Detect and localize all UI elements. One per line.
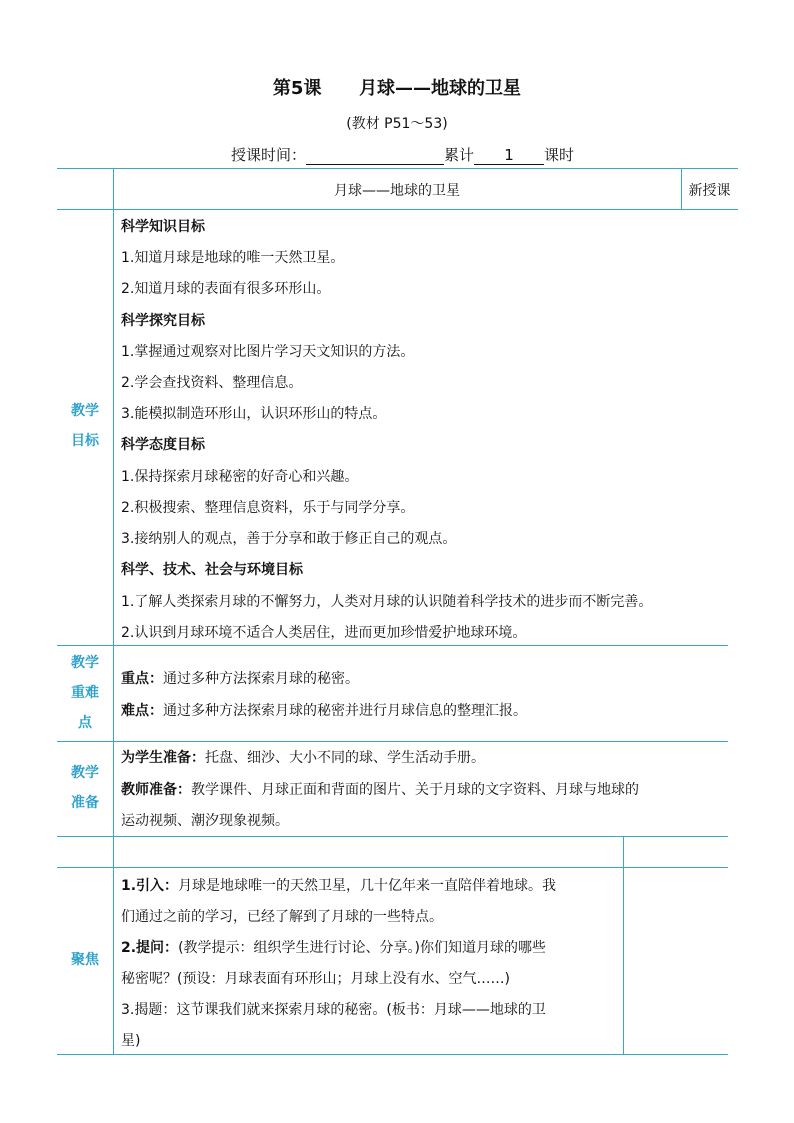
rule: [57, 836, 728, 837]
difficulty-point: 难点：通过多种方法探索月球的秘密并进行月球信息的整理汇报。: [121, 703, 527, 719]
goal-item: 1.掌握通过观察对比图片学习天文知识的方法。: [121, 344, 415, 360]
focus-item: 3.揭题：这节课我们就来探索月球的秘密。(板书：月球——地球的卫: [121, 1002, 546, 1018]
focus-item-cont: 们通过之前的学习，已经了解到了月球的一些特点。: [121, 909, 443, 925]
column-divider: [113, 168, 114, 1054]
topic-cell: 月球——地球的卫星: [334, 183, 460, 199]
textbook-reference: (教材 P51～53): [346, 116, 448, 132]
goal-item: 3.能模拟制造环形山，认识环形山的特点。: [121, 406, 387, 422]
goals-heading: 科学、技术、社会与环境目标: [121, 562, 303, 578]
focus-item-cont: 秘密呢？(预设：月球表面有环形山；月球上没有水、空气……): [121, 971, 510, 987]
goal-item: 2.积极搜索、整理信息资料，乐于与同学分享。: [121, 500, 415, 516]
unit-label: 课时: [544, 146, 575, 164]
rule: [57, 867, 728, 868]
focus-label: 聚焦: [71, 952, 99, 968]
rule: [57, 168, 738, 169]
rule: [57, 741, 728, 742]
time-label: 授课时间：: [231, 146, 307, 164]
lesson-title: [0, 74, 794, 100]
column-divider: [623, 836, 624, 1054]
goal-item: 1.了解人类探索月球的不懈努力，人类对月球的认识随着科学技术的进步而不断完善。: [121, 594, 653, 610]
goal-item: 2.知道月球的表面有很多环形山。: [121, 281, 331, 297]
preparation-label: 教学 准备: [71, 765, 99, 811]
focus-item: 2.提问：(教学提示：组织学生进行讨论、分享。)你们知道月球的哪些: [121, 940, 546, 956]
goals-heading: 科学知识目标: [121, 219, 205, 235]
teacher-preparation-cont: 运动视频、潮汐现象视频。: [121, 813, 289, 829]
focus-item-cont: 星): [121, 1033, 141, 1049]
goals-heading: 科学探究目标: [121, 313, 205, 329]
goals-heading: 科学态度目标: [121, 437, 205, 453]
goal-item: 2.认识到月球环境不适合人类居住，进而更加珍惜爱护地球环境。: [121, 625, 527, 641]
teacher-preparation: 教师准备：教学课件、月球正面和背面的图片、关于月球的文字资料、月球与地球的: [121, 782, 639, 798]
goal-item: 1.知道月球是地球的唯一天然卫星。: [121, 250, 345, 266]
total-label: 累计: [444, 146, 475, 164]
rule: [57, 209, 738, 210]
rule: [57, 1054, 728, 1055]
lesson-number: 第5课: [272, 78, 322, 99]
key-points-label: 教学 重难 点: [71, 655, 99, 731]
goal-item: 2.学会查找资料、整理信息。: [121, 375, 303, 391]
focus-item: 1.引入：月球是地球唯一的天然卫星，几十亿年来一直陪伴着地球。我: [121, 878, 557, 894]
lesson-type-cell: 新授课: [688, 183, 731, 199]
rule: [57, 645, 728, 646]
time-blank: [306, 146, 444, 165]
lesson-name: 月球——地球的卫星: [359, 78, 522, 99]
focus-point: 重点：通过多种方法探索月球的秘密。: [121, 671, 359, 687]
total-value: 1: [474, 146, 544, 165]
goal-item: 1.保持探索月球秘密的好奇心和兴趣。: [121, 469, 359, 485]
student-preparation: 为学生准备：托盘、细沙、大小不同的球、学生活动手册。: [121, 750, 485, 766]
goals-label: 教学 目标: [71, 403, 99, 449]
goal-item: 3.接纳别人的观点，善于分享和敢于修正自己的观点。: [121, 531, 457, 547]
schedule-line: [231, 144, 574, 165]
